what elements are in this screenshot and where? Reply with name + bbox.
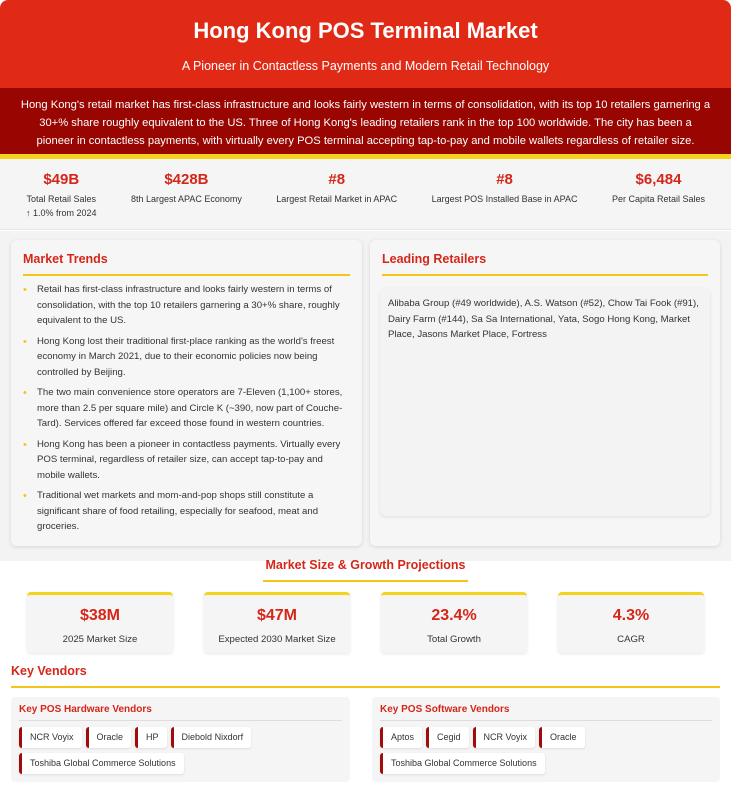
intro-text: Hong Kong's retail market has first-class infrastructure and looks fairly western in terms of consolidation, with its top 10 retailers garnering a 30+% share roughly equivalent to the US. Three of Hong Kong's leading retailers rank in the top 100 worldwide. The city has been a pioneer in contactless payments, with virtually every POS terminal accepting tap-to-pay and mobile wallets regardless of retailer size. [0,88,731,159]
vendor-chip: Oracle [539,727,585,748]
key-vendors-title: Key Vendors [11,664,720,688]
stat-value: $6,484 [635,171,682,188]
market-size-title: Market Size & Growth Projections [263,558,467,582]
market-trends-card [11,240,362,546]
stat-label: Per Capita Retail Sales [611,194,705,204]
metric-total-growth [381,592,527,653]
metric-value: $47M [256,607,298,624]
metric-2025-market-size [27,592,173,653]
stat-value: $49B [43,171,80,188]
stat-value: #8 [496,171,513,188]
metric-value: 23.4% [431,607,477,624]
metric-value: $38M [79,607,121,624]
software-vendors-list [372,721,720,779]
list-item: • Hong Kong lost their traditional first-place ranking as the world's freest economy in March 2021, due to their economic policies now being controlled by Beijing. [23,334,350,381]
list-item: • Retail has first-class infrastructure and looks fairly western in terms of consolidation, with the top 10 retailers garnering a 30+% share, roughly equivalent to the US. [23,282,350,329]
stat-label: Largest POS Installed Base in APAC [431,194,578,204]
header [0,0,731,88]
stat-total-retail-sales [26,171,97,229]
metric-label: Expected 2030 Market Size [218,634,336,645]
page-title: Hong Kong POS Terminal Market [193,18,538,43]
leading-retailers-text: Alibaba Group (#49 worldwide), A.S. Watson (#52), Chow Tai Fook (#91), Dairy Farm (#144), Sa Sa International, Yata, Sogo Hong Kong, Market Place, Jasons Market Place, Fortress [380,288,710,516]
stat-label: 8th Largest APAC Economy [130,194,242,204]
leading-retailers-title: Leading Retailers [382,240,708,276]
hardware-vendors-box [11,697,350,782]
leading-retailers-card [370,240,720,546]
stat-label: Largest Retail Market in APAC [276,194,398,204]
market-trends-list [11,276,362,535]
stat-apac-economy [131,171,242,229]
vendor-chip: HP [135,727,167,748]
vendor-chip: Toshiba Global Commerce Solutions [19,753,184,774]
list-item: • Traditional wet markets and mom-and-pop shops still constitute a significant share of food retailing, especially for seafood, meat and groceries. [23,488,350,535]
list-item: • The two main convenience store operators are 7-Eleven (1,100+ stores, more than 2.5 per square mile) and Circle K (~390, now part of Couche-Tard). Services offered far exceed those found in western countries. [23,385,350,432]
vendor-chip: Toshiba Global Commerce Solutions [380,753,545,774]
vendor-chip: NCR Voyix [473,727,536,748]
market-size-heading [0,556,731,582]
stat-per-capita-sales [612,171,705,229]
stat-label: Total Retail Sales [26,194,97,204]
metric-value: 4.3% [612,607,650,624]
hardware-vendors-list [11,721,350,779]
stat-value: #8 [328,171,346,188]
stats-bar [0,159,731,230]
vendor-chip: Diebold Nixdorf [171,727,252,748]
metric-label: Total Growth [427,634,481,645]
vendor-chip: Oracle [86,727,132,748]
software-vendors-title: Key POS Software Vendors [380,697,712,721]
stat-change: ↑ 1.0% from 2024 [26,208,97,218]
vendor-chip: Cegid [426,727,469,748]
list-item: • Hong Kong has been a pioneer in contactless payments. Virtually every POS terminal, regardless of retailer size, can accept tap-to-pay and mobile wallets. [23,437,350,484]
metric-2030-market-size [204,592,350,653]
hardware-vendors-title: Key POS Hardware Vendors [19,697,342,721]
metric-label: CAGR [617,634,645,645]
metric-cagr [558,592,704,653]
market-trends-title: Market Trends [23,240,350,276]
metric-label: 2025 Market Size [62,634,138,645]
vendor-chip: Aptos [380,727,422,748]
page-subtitle: A Pioneer in Contactless Payments and Modern Retail Technology [181,59,550,73]
stat-retail-market-rank [276,171,397,229]
stat-pos-installed-base [432,171,578,229]
vendor-chip: NCR Voyix [19,727,82,748]
software-vendors-box [372,697,720,782]
stat-value: $428B [164,171,209,188]
